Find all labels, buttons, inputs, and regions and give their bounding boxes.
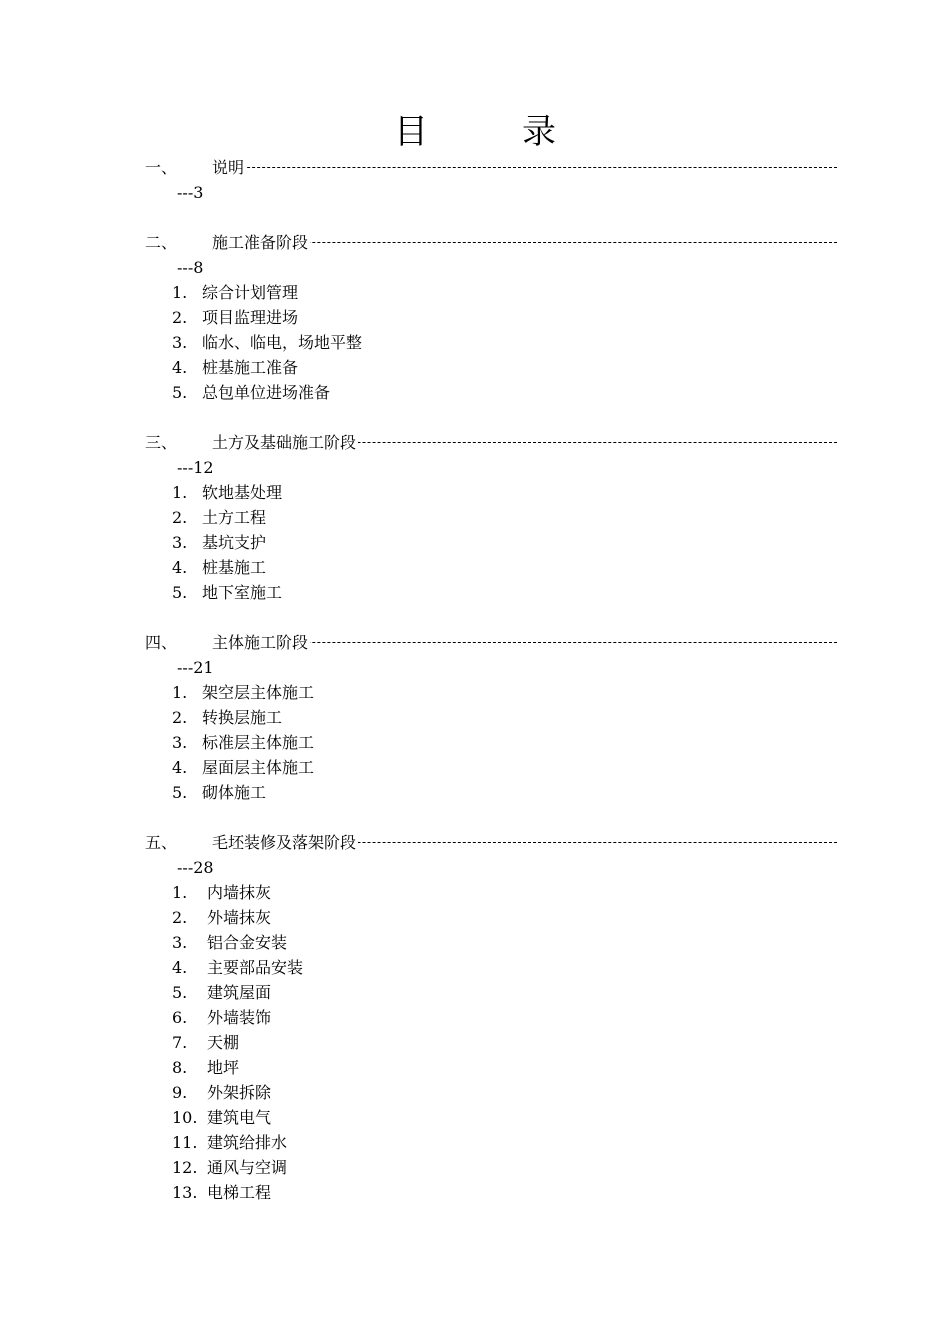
item-label: 标准层主体施工 bbox=[202, 733, 315, 752]
item-number: 8. bbox=[172, 1058, 188, 1077]
item-label: 临水、临电，场地平整 bbox=[202, 333, 363, 352]
item-label: 总包单位进场准备 bbox=[202, 383, 331, 402]
section-number: 四、 bbox=[145, 633, 178, 652]
section-page-number: ---8 bbox=[177, 258, 204, 277]
item-label: 铝合金安装 bbox=[207, 933, 288, 952]
item-number: 1. bbox=[172, 883, 188, 902]
toc-item[interactable] bbox=[145, 330, 837, 355]
section-title: 毛坯装修及落架阶段 bbox=[212, 830, 358, 855]
toc-item[interactable] bbox=[145, 530, 837, 555]
section-page-number: ---21 bbox=[177, 658, 214, 677]
item-number: 3. bbox=[172, 533, 188, 552]
toc-item[interactable] bbox=[145, 305, 837, 330]
toc-item[interactable] bbox=[145, 880, 837, 905]
toc-item[interactable] bbox=[145, 780, 837, 805]
item-label: 外墙抹灰 bbox=[207, 908, 272, 927]
toc-item[interactable] bbox=[145, 1130, 837, 1155]
toc-item[interactable] bbox=[145, 955, 837, 980]
item-label: 建筑给排水 bbox=[207, 1133, 288, 1152]
item-number: 7. bbox=[172, 1033, 188, 1052]
item-number: 12. bbox=[172, 1158, 198, 1177]
section-title: 施工准备阶段 bbox=[212, 230, 310, 255]
item-number: 5. bbox=[172, 783, 188, 802]
item-number: 5. bbox=[172, 383, 188, 402]
toc-item[interactable] bbox=[145, 555, 837, 580]
toc-item[interactable] bbox=[145, 1180, 837, 1205]
item-label: 外墙装饰 bbox=[207, 1008, 272, 1027]
item-label: 主要部品安装 bbox=[207, 958, 304, 977]
item-number: 9. bbox=[172, 1083, 188, 1102]
section-page-number: ---3 bbox=[177, 183, 204, 202]
toc-section-heading[interactable] bbox=[145, 630, 837, 655]
item-number: 1. bbox=[172, 683, 188, 702]
toc-section-heading[interactable] bbox=[145, 155, 837, 180]
item-label: 内墙抹灰 bbox=[207, 883, 272, 902]
section-number: 五、 bbox=[145, 833, 178, 852]
item-label: 外架拆除 bbox=[207, 1083, 272, 1102]
toc-section-4 bbox=[145, 630, 837, 805]
toc-item[interactable] bbox=[145, 1030, 837, 1055]
item-number: 3. bbox=[172, 733, 188, 752]
item-number: 2. bbox=[172, 508, 188, 527]
item-number: 3. bbox=[172, 933, 188, 952]
item-label: 屋面层主体施工 bbox=[202, 758, 315, 777]
item-number: 1. bbox=[172, 283, 188, 302]
toc-item[interactable] bbox=[145, 680, 837, 705]
item-number: 10. bbox=[172, 1108, 198, 1127]
section-title: 土方及基础施工阶段 bbox=[212, 430, 358, 455]
toc-item[interactable] bbox=[145, 505, 837, 530]
toc-item[interactable] bbox=[145, 580, 837, 605]
toc-item[interactable] bbox=[145, 1105, 837, 1130]
toc-section-heading[interactable] bbox=[145, 230, 837, 255]
section-title: 主体施工阶段 bbox=[212, 630, 310, 655]
page-title: 目 录 bbox=[394, 112, 586, 152]
section-page-number: ---12 bbox=[177, 458, 214, 477]
section-number: 一、 bbox=[145, 158, 178, 177]
item-label: 地坪 bbox=[207, 1058, 240, 1077]
item-number: 4. bbox=[172, 758, 188, 777]
item-label: 电梯工程 bbox=[207, 1183, 272, 1202]
item-number: 2. bbox=[172, 708, 188, 727]
item-label: 软地基处理 bbox=[202, 483, 283, 502]
item-label: 综合计划管理 bbox=[202, 283, 299, 302]
toc-item[interactable] bbox=[145, 1005, 837, 1030]
toc-section-5 bbox=[145, 830, 837, 1205]
item-number: 13. bbox=[172, 1183, 198, 1202]
item-label: 基坑支护 bbox=[202, 533, 267, 552]
item-label: 桩基施工 bbox=[202, 558, 267, 577]
toc-item[interactable] bbox=[145, 930, 837, 955]
toc-section-2 bbox=[145, 230, 837, 405]
item-number: 2. bbox=[172, 908, 188, 927]
item-label: 建筑电气 bbox=[207, 1108, 272, 1127]
item-number: 4. bbox=[172, 958, 188, 977]
section-number: 二、 bbox=[145, 233, 178, 252]
toc-item[interactable] bbox=[145, 730, 837, 755]
item-label: 项目监理进场 bbox=[202, 308, 299, 327]
item-number: 6. bbox=[172, 1008, 188, 1027]
item-number: 4. bbox=[172, 558, 188, 577]
item-label: 通风与空调 bbox=[207, 1158, 288, 1177]
table-of-contents bbox=[145, 155, 837, 1230]
item-label: 架空层主体施工 bbox=[202, 683, 315, 702]
toc-item[interactable] bbox=[145, 1055, 837, 1080]
toc-item[interactable] bbox=[145, 705, 837, 730]
section-number: 三、 bbox=[145, 433, 178, 452]
toc-item[interactable] bbox=[145, 980, 837, 1005]
toc-item[interactable] bbox=[145, 1155, 837, 1180]
toc-section-heading[interactable] bbox=[145, 830, 837, 855]
toc-item[interactable] bbox=[145, 480, 837, 505]
toc-item[interactable] bbox=[145, 755, 837, 780]
item-number: 5. bbox=[172, 583, 188, 602]
item-number: 2. bbox=[172, 308, 188, 327]
item-label: 土方工程 bbox=[202, 508, 267, 527]
section-title: 说明 bbox=[212, 155, 246, 180]
item-label: 桩基施工准备 bbox=[202, 358, 299, 377]
toc-item[interactable] bbox=[145, 280, 837, 305]
item-label: 天棚 bbox=[207, 1033, 240, 1052]
item-number: 4. bbox=[172, 358, 188, 377]
item-label: 砌体施工 bbox=[202, 783, 267, 802]
toc-section-heading[interactable] bbox=[145, 430, 837, 455]
dotted-leader bbox=[212, 167, 837, 168]
item-number: 3. bbox=[172, 333, 188, 352]
section-page-number: ---28 bbox=[177, 858, 214, 877]
item-label: 地下室施工 bbox=[202, 583, 283, 602]
toc-section-3 bbox=[145, 430, 837, 605]
toc-item[interactable] bbox=[145, 380, 837, 405]
item-label: 建筑屋面 bbox=[207, 983, 272, 1002]
toc-section-1 bbox=[145, 155, 837, 205]
toc-item[interactable] bbox=[145, 355, 837, 380]
item-number: 1. bbox=[172, 483, 188, 502]
toc-item[interactable] bbox=[145, 905, 837, 930]
toc-item[interactable] bbox=[145, 1080, 837, 1105]
item-label: 转换层施工 bbox=[202, 708, 283, 727]
item-number: 11. bbox=[172, 1133, 198, 1152]
item-number: 5. bbox=[172, 983, 188, 1002]
